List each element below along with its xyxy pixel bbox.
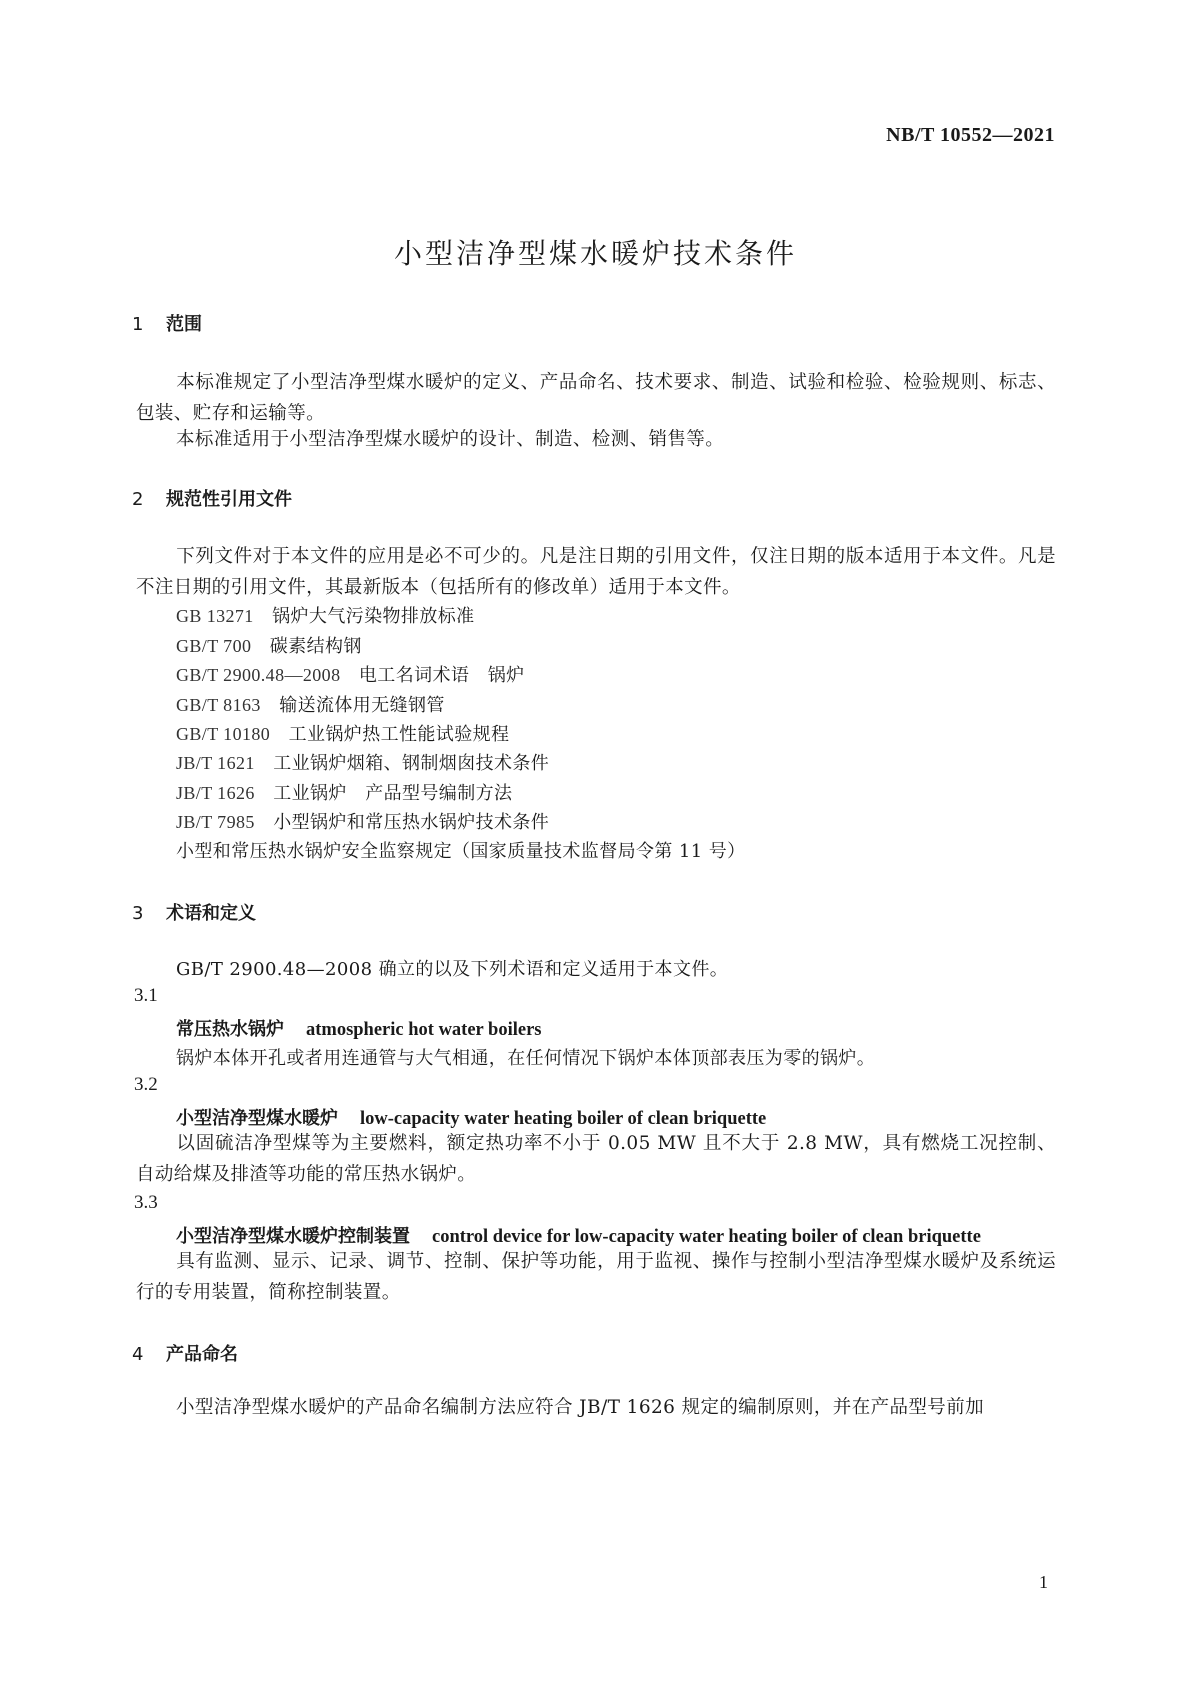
page-number: 1: [1039, 1572, 1048, 1592]
term-number: 3.3: [134, 1192, 158, 1213]
standard-code: NB/T 10552—2021: [886, 124, 1055, 146]
term-number: 3.2: [134, 1074, 158, 1095]
reference-item: GB/T 2900.48—2008 电工名词术语 锅炉: [176, 665, 525, 686]
section-title: 规范性引用文件: [166, 489, 292, 510]
section-1-paragraph-2: 本标准适用于小型洁净型煤水暖炉的设计、制造、检测、销售等。: [176, 429, 725, 450]
term-definition: 以固硫洁净型煤等为主要燃料，额定热功率不小于 0.05 MW 且不大于 2.8 MW，具有燃烧工况控制、自动给煤及排渣等功能的常压热水锅炉。: [136, 1133, 1056, 1185]
reference-item: GB/T 700 碳素结构钢: [176, 636, 362, 657]
section-3-intro: GB/T 2900.48—2008 确立的以及下列术语和定义适用于本文件。: [176, 959, 729, 980]
section-2-paragraph-1: 下列文件对于本文件的应用是必不可少的。凡是注日期的引用文件，仅注日期的版本适用于本文件。凡是不注日期的引用文件，其最新版本（包括所有的修改单）适用于本文件。: [136, 546, 1056, 598]
section-2-heading: [132, 485, 292, 511]
section-number: 3: [132, 903, 144, 924]
section-number: 2: [132, 489, 144, 510]
section-3-heading: [132, 899, 256, 925]
reference-item: JB/T 7985 小型锅炉和常压热水锅炉技术条件: [176, 812, 550, 833]
term-definition: 具有监测、显示、记录、调节、控制、保护等功能，用于监视、操作与控制小型洁净型煤水暖炉及系统运行的专用装置，简称控制装置。: [136, 1251, 1056, 1303]
document-title: 小型洁净型煤水暖炉技术条件: [393, 237, 797, 270]
section-number: 4: [132, 1344, 144, 1365]
section-title: 产品命名: [166, 1344, 238, 1365]
section-title: 范围: [166, 314, 202, 335]
section-title: 术语和定义: [166, 903, 256, 924]
reference-item: GB 13271 锅炉大气污染物排放标准: [176, 606, 475, 627]
section-4-heading: [132, 1340, 238, 1366]
term-number: 3.1: [134, 985, 158, 1006]
reference-item: JB/T 1626 工业锅炉 产品型号编制方法: [176, 783, 513, 804]
reference-item: 小型和常压热水锅炉安全监察规定（国家质量技术监督局令第 11 号）: [176, 841, 746, 862]
reference-item: JB/T 1621 工业锅炉烟箱、钢制烟囱技术条件: [176, 753, 550, 774]
term-heading: 小型洁净型煤水暖炉 low-capacity water heating boiler of clean briquette: [176, 1108, 767, 1129]
reference-item: GB/T 8163 输送流体用无缝钢管: [176, 695, 445, 716]
term-heading: 常压热水锅炉 atmospheric hot water boilers: [176, 1019, 542, 1040]
term-definition: 锅炉本体开孔或者用连通管与大气相通，在任何情况下锅炉本体顶部表压为零的锅炉。: [176, 1048, 876, 1069]
reference-item: GB/T 10180 工业锅炉热工性能试验规程: [176, 724, 510, 745]
section-1-heading: [132, 310, 202, 336]
term-heading: 小型洁净型煤水暖炉控制装置 control device for low-capacity water heating boiler of clean briquette: [176, 1226, 981, 1247]
section-4-paragraph-1: 小型洁净型煤水暖炉的产品命名编制方法应符合 JB/T 1626 规定的编制原则，并在产品型号前加: [176, 1397, 985, 1418]
section-1-paragraph-1: 本标准规定了小型洁净型煤水暖炉的定义、产品命名、技术要求、制造、试验和检验、检验规则、标志、包装、贮存和运输等。: [136, 372, 1056, 424]
section-number: 1: [132, 314, 144, 335]
